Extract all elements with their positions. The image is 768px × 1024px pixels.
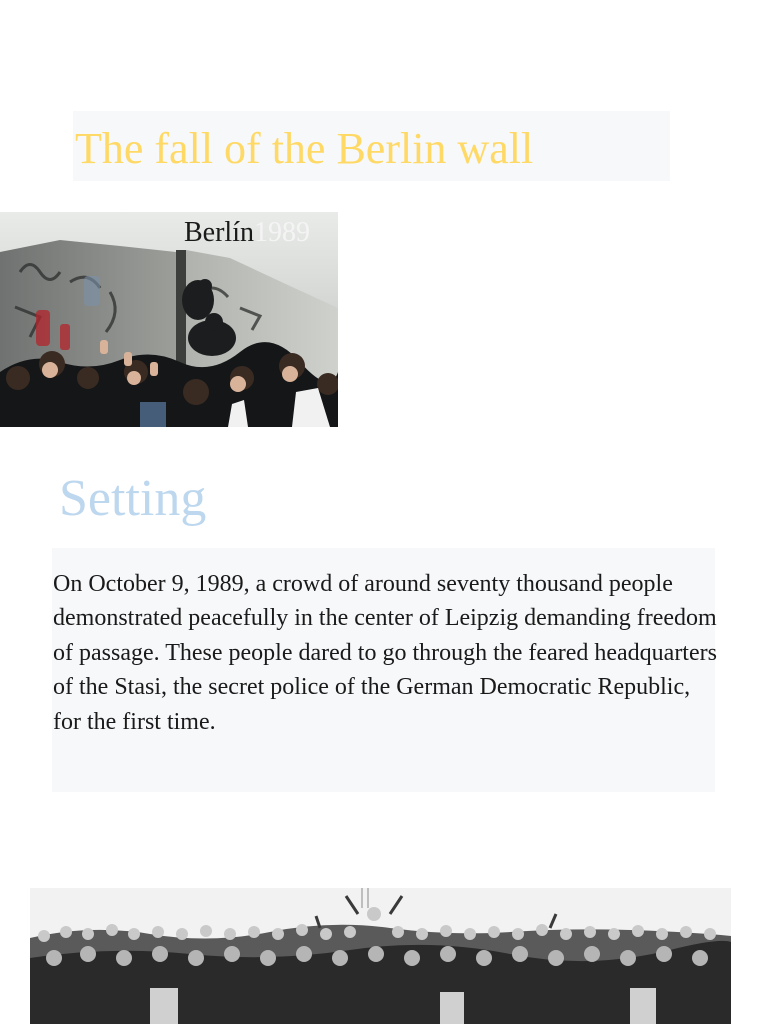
crowd-photo xyxy=(30,888,731,1024)
photo-caption-year: 1989 xyxy=(254,217,310,248)
crowd-photo-image xyxy=(30,888,731,1024)
photo-caption-word: Berlín xyxy=(184,217,254,248)
photo-caption xyxy=(184,216,310,250)
berlin-wall-photo xyxy=(0,212,338,427)
title-box xyxy=(73,111,670,181)
section-heading: Setting xyxy=(59,470,207,527)
body-text-box xyxy=(52,548,715,792)
body-paragraph: On October 9, 1989, a crowd of around seventy thousand people demonstrated peacefully in the center of Leipzig demanding freedom of passage. These people dared to go through the feared headquarters of the Stasi, the secret police of the German Democratic Republic, for the first time. xyxy=(53,571,717,735)
document-title: The fall of the Berlin wall xyxy=(75,124,534,173)
